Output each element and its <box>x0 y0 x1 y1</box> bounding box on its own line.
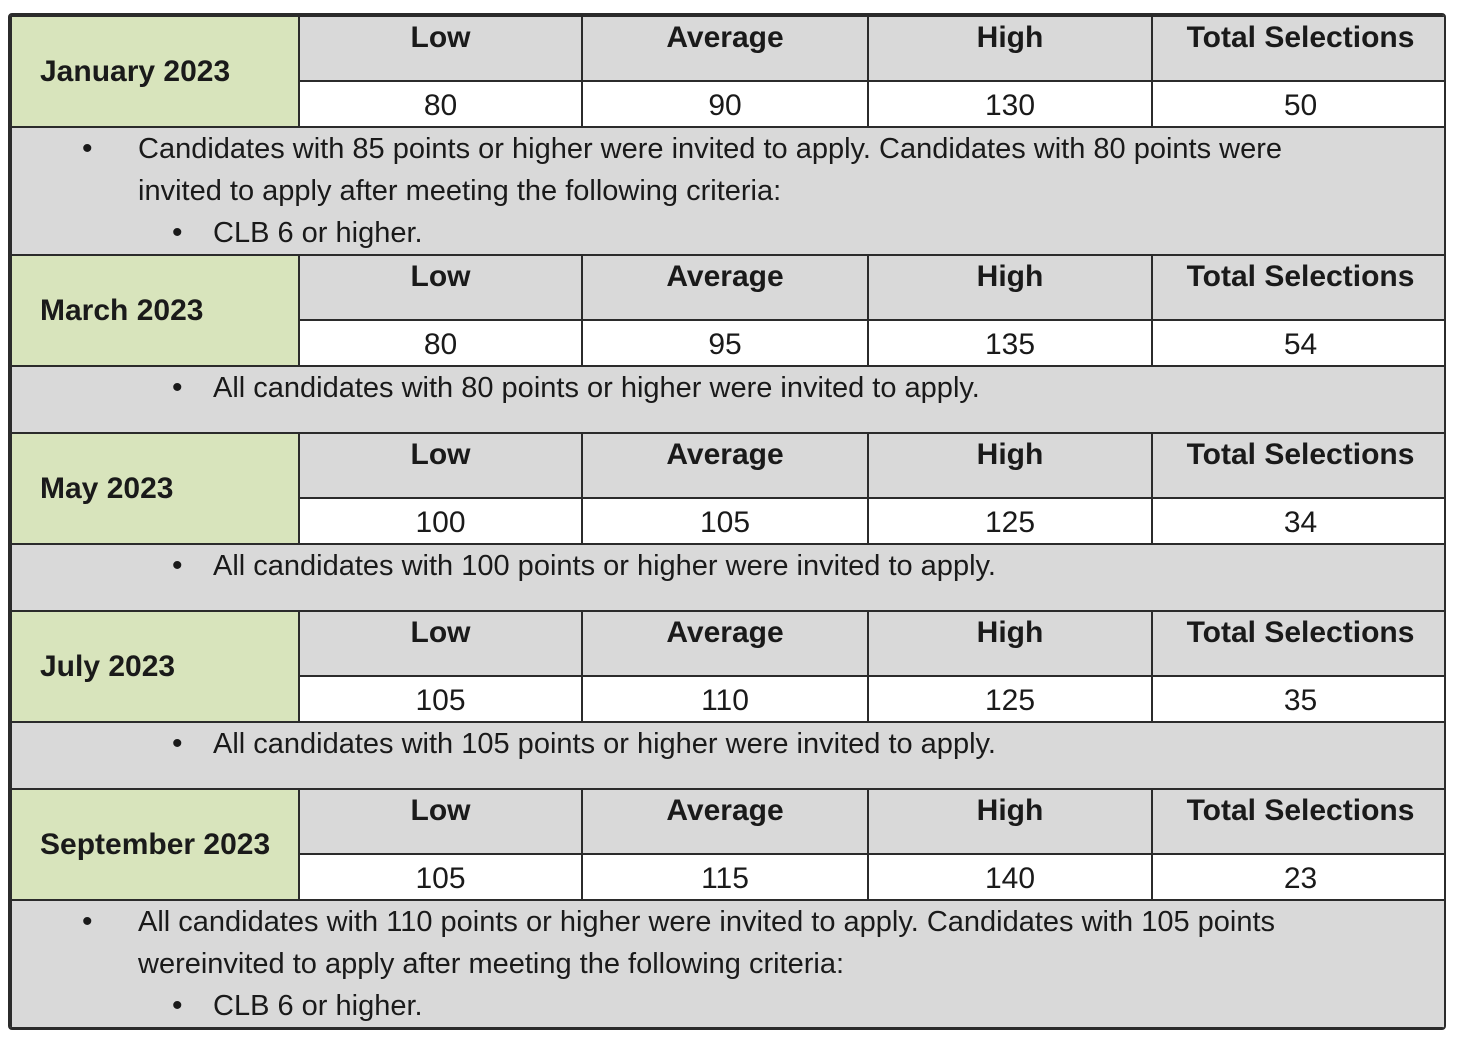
note-list <box>12 901 1446 1027</box>
note-cell <box>11 722 1446 789</box>
value-cell: 125 <box>868 498 1152 544</box>
bullet-item: • All candidates with 80 points or higher were invited to apply. <box>12 367 1446 409</box>
note-list <box>12 128 1446 254</box>
month-label: January 2023 <box>11 16 299 127</box>
value-cell: 110 <box>582 676 868 722</box>
note-cell <box>11 900 1446 1028</box>
column-header: High <box>868 255 1152 320</box>
bullet-item: • All candidates with 105 points or higher were invited to apply. <box>12 723 1446 765</box>
column-header: Low <box>299 16 582 81</box>
column-header: Total Selections <box>1152 433 1446 498</box>
value-cell: 140 <box>868 854 1152 900</box>
value-cell: 130 <box>868 81 1152 127</box>
section-header-row <box>11 255 1446 320</box>
section-header-row <box>11 789 1446 854</box>
column-header: Total Selections <box>1152 16 1446 81</box>
value-cell: 115 <box>582 854 868 900</box>
note-list <box>12 723 1446 765</box>
value-cell: 95 <box>582 320 868 366</box>
column-header: Average <box>582 16 868 81</box>
note-list <box>12 367 1446 409</box>
value-cell: 50 <box>1152 81 1446 127</box>
value-cell: 54 <box>1152 320 1446 366</box>
note-list <box>12 545 1446 587</box>
value-cell: 35 <box>1152 676 1446 722</box>
column-header: Low <box>299 789 582 854</box>
column-header: High <box>868 16 1152 81</box>
value-cell: 100 <box>299 498 582 544</box>
sub-bullet-item: • CLB 6 or higher. <box>12 985 1446 1027</box>
value-cell: 135 <box>868 320 1152 366</box>
column-header: Total Selections <box>1152 255 1446 320</box>
value-cell: 125 <box>868 676 1152 722</box>
column-header: Total Selections <box>1152 789 1446 854</box>
value-cell: 105 <box>299 854 582 900</box>
value-cell: 80 <box>299 81 582 127</box>
bullet-item: • Candidates with 85 points or higher were invited to apply. Candidates with 80 points were <box>12 128 1446 170</box>
section-note-row <box>11 127 1446 255</box>
value-cell: 80 <box>299 320 582 366</box>
column-header: Average <box>582 789 868 854</box>
note-cell <box>11 127 1446 255</box>
month-label: July 2023 <box>11 611 299 722</box>
bullet-item: invited to apply after meeting the following criteria: <box>138 175 782 207</box>
value-cell: 23 <box>1152 854 1446 900</box>
column-header: High <box>868 433 1152 498</box>
section-note-row <box>11 722 1446 789</box>
bullet-item: wereinvited to apply after meeting the following criteria: <box>138 948 845 980</box>
column-header: Low <box>299 611 582 676</box>
value-cell: 105 <box>582 498 868 544</box>
sub-bullet-item: • CLB 6 or higher. <box>12 212 1446 254</box>
section-header-row <box>11 433 1446 498</box>
note-cell <box>11 544 1446 611</box>
column-header: High <box>868 611 1152 676</box>
column-header: Average <box>582 255 868 320</box>
note-cell <box>11 366 1446 433</box>
draw-results-table <box>8 13 1446 1030</box>
month-label: March 2023 <box>11 255 299 366</box>
column-header: Average <box>582 433 868 498</box>
month-label: September 2023 <box>11 789 299 900</box>
section-header-row <box>11 611 1446 676</box>
column-header: Average <box>582 611 868 676</box>
section-header-row <box>11 16 1446 81</box>
value-cell: 34 <box>1152 498 1446 544</box>
section-note-row <box>11 366 1446 433</box>
bullet-item: • All candidates with 110 points or higher were invited to apply. Candidates with 105 points <box>12 901 1446 943</box>
column-header: Total Selections <box>1152 611 1446 676</box>
bullet-item: • All candidates with 100 points or higher were invited to apply. <box>12 545 1446 587</box>
section-note-row <box>11 544 1446 611</box>
value-cell: 105 <box>299 676 582 722</box>
column-header: High <box>868 789 1152 854</box>
column-header: Low <box>299 255 582 320</box>
section-note-row <box>11 900 1446 1028</box>
results-table <box>10 15 1446 1029</box>
month-label: May 2023 <box>11 433 299 544</box>
column-header: Low <box>299 433 582 498</box>
value-cell: 90 <box>582 81 868 127</box>
